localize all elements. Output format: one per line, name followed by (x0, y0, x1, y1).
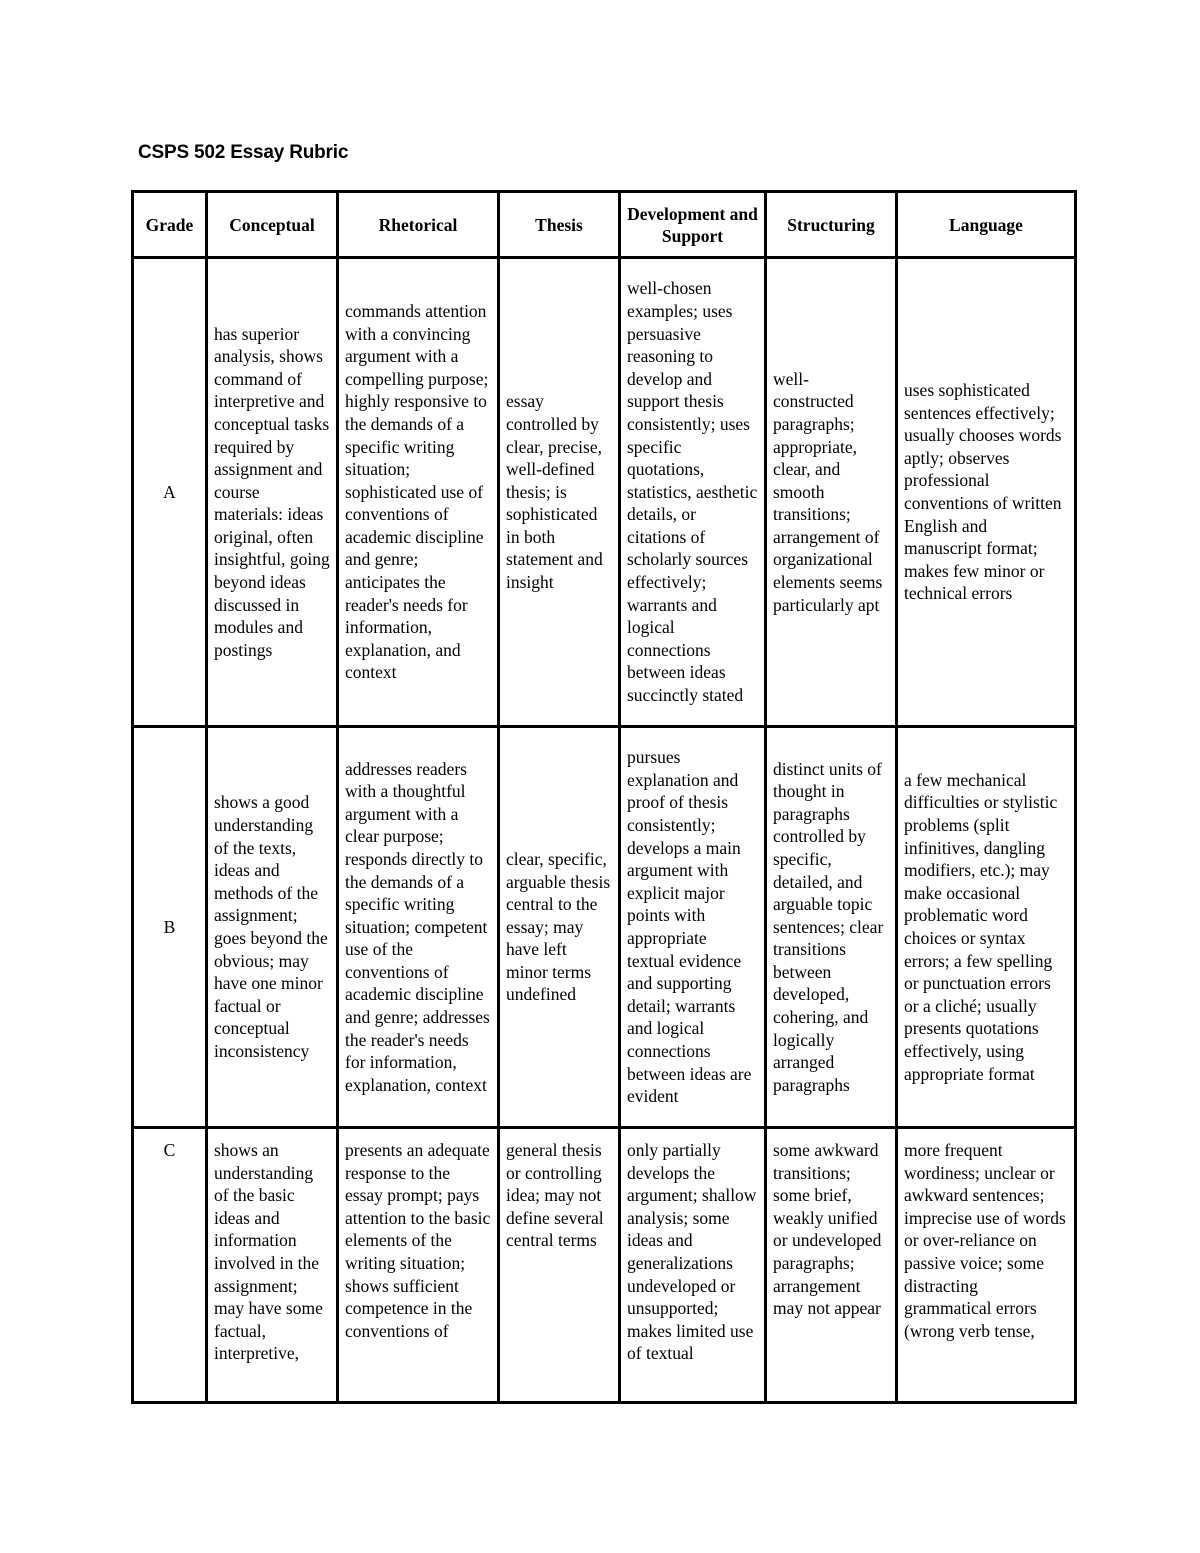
thesis-cell: essay controlled by clear, precise, well-defined thesis; is sophisticated in both statement and insight (499, 258, 620, 727)
rhetorical-cell: presents an adequate response to the essay prompt; pays attention to the basic elements of the writing situation; shows sufficient competence in the conventions of (338, 1128, 499, 1403)
structuring-cell: some awkward transitions; some brief, weakly unified or undeveloped paragraphs; arrangement may not appear (766, 1128, 897, 1403)
development-cell: only partially develops the argument; shallow analysis; some ideas and generalizations undeveloped or unsupported; makes limited use of textual (620, 1128, 766, 1403)
rubric-body (133, 258, 1076, 1403)
language-cell: a few mechanical difficulties or stylistic problems (split infinitives, dangling modifiers, etc.); may make occasional problematic word choices or syntax errors; a few spelling or punctuation errors or a cliché; usually presents quotations effectively, using appropriate format (897, 727, 1076, 1128)
rubric-table (131, 190, 1077, 1404)
grade-cell: A (133, 258, 207, 727)
header-development: Development and Support (620, 192, 766, 258)
header-grade: Grade (133, 192, 207, 258)
grade-cell: B (133, 727, 207, 1128)
header-conceptual: Conceptual (207, 192, 338, 258)
table-row (133, 1128, 1076, 1403)
header-language: Language (897, 192, 1076, 258)
rhetorical-cell: addresses readers with a thoughtful argument with a clear purpose; responds directly to the demands of a specific writing situation; competent use of the conventions of academic discipline and genre; addresses the reader's needs for information, explanation, context (338, 727, 499, 1128)
header-structuring: Structuring (766, 192, 897, 258)
header-rhetorical: Rhetorical (338, 192, 499, 258)
grade-cell: C (133, 1128, 207, 1403)
structuring-cell: distinct units of thought in paragraphs controlled by specific, detailed, and arguable topic sentences; clear transitions between developed, cohering, and logically arranged paragraphs (766, 727, 897, 1128)
page-title: CSPS 502 Essay Rubric (138, 142, 349, 163)
language-cell: uses sophisticated sentences effectively; usually chooses words aptly; observes professional conventions of written English and manuscript format; makes few minor or technical errors (897, 258, 1076, 727)
thesis-cell: clear, specific, arguable thesis central to the essay; may have left minor terms undefined (499, 727, 620, 1128)
development-cell: pursues explanation and proof of thesis consistently; develops a main argument with explicit major points with appropriate textual evidence and supporting detail; warrants and logical connections between ideas are evident (620, 727, 766, 1128)
development-cell: well-chosen examples; uses persuasive reasoning to develop and support thesis consistently; uses specific quotations, statistics, aesthetic details, or citations of scholarly sources effectively; warrants and logical connections between ideas succinctly stated (620, 258, 766, 727)
rubric-header (133, 192, 1076, 258)
conceptual-cell: has superior analysis, shows command of interpretive and conceptual tasks required by assignment and course materials: ideas original, often insightful, going beyond ideas discussed in modules and postings (207, 258, 338, 727)
conceptual-cell: shows an understanding of the basic ideas and information involved in the assignment; may have some factual, interpretive, (207, 1128, 338, 1403)
table-row (133, 258, 1076, 727)
conceptual-cell: shows a good understanding of the texts, ideas and methods of the assignment; goes beyond the obvious; may have one minor factual or conceptual inconsistency (207, 727, 338, 1128)
structuring-cell: well-constructed paragraphs; appropriate, clear, and smooth transitions; arrangement of organizational elements seems particularly apt (766, 258, 897, 727)
table-row (133, 727, 1076, 1128)
rhetorical-cell: commands attention with a convincing argument with a compelling purpose; highly responsive to the demands of a specific writing situation; sophisticated use of conventions of academic discipline and genre; anticipates the reader's needs for information, explanation, and context (338, 258, 499, 727)
thesis-cell: general thesis or controlling idea; may not define several central terms (499, 1128, 620, 1403)
header-row (133, 192, 1076, 258)
language-cell: more frequent wordiness; unclear or awkward sentences; imprecise use of words or over-reliance on passive voice; some distracting grammatical errors (wrong verb tense, (897, 1128, 1076, 1403)
header-thesis: Thesis (499, 192, 620, 258)
